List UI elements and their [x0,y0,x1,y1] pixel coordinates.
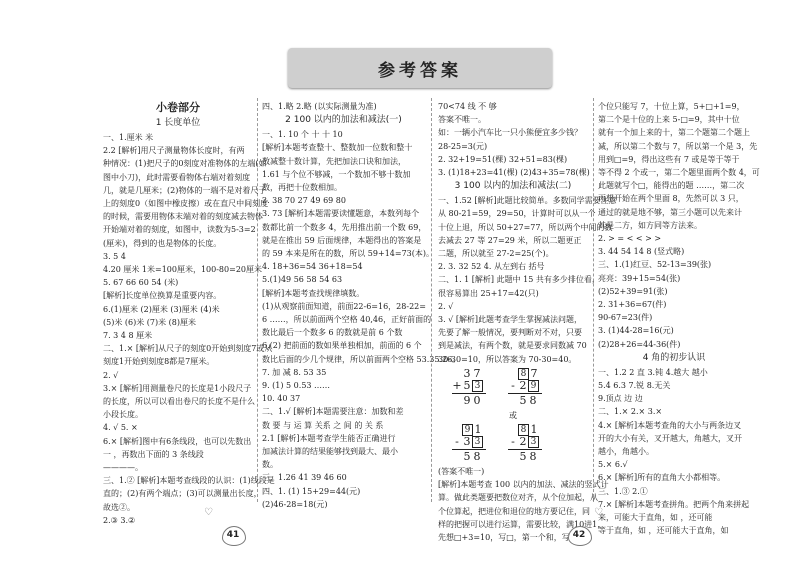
answer-lines [438,100,588,179]
answer-line: 一、1.52 [解析]此题比较简单。多数同学需要注意 [438,196,617,206]
answer-line: (2)46-28=18(元) [262,499,328,509]
answer-line: 一、1.厘米 米 [103,133,154,142]
answer-line: 3. 73 [解析]本题需要读懂题意，本数列每个 [262,209,420,219]
answer-line: 6.× [解析]所有的直角大小都相等。 [598,473,726,483]
or-label: 或 [509,410,517,420]
answer-line: 故选②。 [103,502,135,512]
answer-line: 4.20 厘米 1米=100厘米，100-80=20厘米 [103,265,262,275]
answer-line: 3. √ [解析]此题考查学生掌握减法问题， [438,315,583,325]
answer-lines [598,232,750,351]
answer-line: 2. √ [103,370,119,380]
answer-line: (2)28+26=44-36(件) [598,339,681,349]
answer-line: 7.× [解析]本题考查拼角。把两个角来拼起 [598,499,750,509]
answer-note: (答案不唯一) [438,467,485,477]
answer-line: 3. 44 54 14 8 (竖式略) [598,247,685,257]
answer-line: [解析]本题考查 100 以内的加法、减法的竖式计 [438,480,609,490]
answer-line: 上的刻度0（如图中橡皮擦）或在直尺中间刻度 [103,199,269,209]
answer-line: 2. 31+36=67(件) [598,300,667,310]
answer-line: 十位上退，所以 50+27=77，所以两个中间的数 [438,222,613,232]
answer-line: 就有一个加上来的十，第二个题第二个题上 [598,128,750,138]
answer-line: 7. 加 减 8. 53 35 [262,367,327,377]
answer-line: 4. 18+36=54 36+18=54 [262,262,363,272]
column-1 [103,100,275,527]
answer-line: 刻度1开始到刻度8都是7厘米。 [103,357,215,367]
answer-line: 等不得 2 个或一，第二个题里面两个数 4，可 [598,168,760,178]
answer-line: 的长度，所以可以看出卷尺的长度不是什么 [103,397,255,407]
answer-line: 答案不唯一。 [438,115,486,125]
answer-lines [598,100,760,232]
answer-line: 三、1.26 41 39 46 60 [262,473,347,483]
answer-line: 数比最后一个数多 6 的数就是前 6 个数 [262,328,403,338]
answer-line: 图中小刀)，此时需要看物体右端对着刻度 [103,172,251,182]
answer-line: 个位算起，把进位和退位的地方要记住，同 [438,506,590,516]
heart-decoration-icon: ♡ [594,507,603,518]
answer-line: 先想□+3=10，写□，第一个和，写 [438,533,570,543]
answer-lines [262,128,461,511]
answer-line: 直的；(2)有两个端点；(3)可以测量出长度， [103,489,262,499]
answer-line: 越小，角越小。 [598,447,654,457]
answer-line: 5. 67 66 60 54 (米) [103,278,179,288]
answer-line: 2.2 [解析]用尺子测量物体长度时，有两 [103,146,245,156]
answer-line: 三、1.③ 2.① [598,486,648,496]
column-addition: 3 7 + 5 3 9 0 [452,368,486,407]
answer-line: 数都比前一个数多 4，先用推出前一个数 69， [262,222,427,232]
answer-line: 很容易算出 25+17=42(只) [438,288,539,298]
answer-line: 4.× [解析]本题考查角的大小与两条边叉 [598,420,742,430]
answer-line: 三、1.② [解析]本题考查线段的认识：(1)线段是 [103,476,275,486]
unit-heading: 3 100 以内的加法和减法(二) [454,181,572,192]
answer-line: 加减法计算的结果能够找到最大、最小 [262,447,398,457]
answer-line: 其是二方，如方同等方法来。 [598,220,702,230]
answer-line: (1)从观察前面知道，前面22-6=16，28-22= [262,301,426,311]
answer-line: 6.(1)厘米 (2)厘米 (3)厘米 (4)米 [103,304,220,314]
answer-line: 二、1. 1 [解析] 此题中 15 共有多少排位看， [438,275,600,285]
answer-line: 2. 3. 32 52 4. 从左到右 括号 [438,262,545,272]
vertical-arithmetic [438,366,588,409]
answer-line: 再想开始在两个里面 8，先然可以 3 只， [598,194,744,204]
unit-heading: 4 角的初步认识 [642,352,706,363]
answer-line: 6 ……，所以前面两个空格 40,46，正好前面的 [262,315,432,325]
answer-line: 二题，所以就至 27-2=25(个)。 [438,249,554,259]
column-subtraction: 9 1 - 3 3 5 8 [452,424,486,463]
answer-line: 算。做此类题要把数位对齐，从个位加起，从 [438,493,598,503]
unit-heading: 2 100 以内的加法和减法(一) [285,115,402,126]
answer-line: 3.× [解析]用测量卷尺的长度是1小段尺子 [103,383,252,393]
answer-line: 3. (1)44-28=16(元) [598,326,674,336]
answer-line: 样的把握可以进行运算，需要比较，满10进1， [438,519,606,529]
answer-line: 开的大小有关，叉开越大，角越大，叉开 [598,433,742,443]
answer-key-banner [288,48,552,88]
banner-title: 参考答案 [378,60,462,81]
answer-line: 3. (1)18+23=41(棵) (2)43+35=78(棵) [438,168,590,178]
answer-line: 1.61 与个位不够减，一个数加不够十数加 [262,169,411,179]
answer-line: 四、1.略 2.略 (以实际测量为准) [262,102,377,111]
answer-line: 四、1. (1) 15+29=44(元) [262,486,361,496]
answer-line: (厘米)，得到的也是物体的长度。 [103,238,222,248]
answer-line: 通过的就是地不够，第三小题可以先来计 [598,207,742,217]
answer-line: 2. > = < < > > [598,234,662,244]
page-number-right: 42 [566,524,592,546]
answer-line: 减，所以第二个数与 7，所以第一个是 3，先 [598,141,758,151]
answer-line: 5.4 6.3 7.锐 8.无关 [598,381,671,391]
unit-heading: 1 长度单位 [155,118,201,128]
answer-line: 的 59 本来是所在的数，所以 59+14=73(本)。 [262,249,434,259]
answer-line: 5.× 6.√ [598,460,628,470]
answer-line: 2. √ [438,301,454,311]
answer-lines [438,194,617,366]
answer-line: 的时候，需要用物体末端对着的刻度减去物体 [103,212,263,222]
answer-line: 此题就写个□，能得出的题 ……，第二次 [598,181,745,191]
answer-line: 到是减法，有两个数，就是要求同数减 70 [438,341,587,351]
answer-line: (5)米 (6)米 (7)米 (8)厘米 [103,317,196,327]
answer-lines [598,366,750,538]
column-2 [262,100,461,511]
answer-line: 去减去 27 等 27=29 米，所以二题更正 [438,235,582,245]
answer-line: 一 ，再数出下面的 3 条线段 [103,449,204,459]
answer-line: 7. 3 4 8 厘米 [103,331,153,341]
answer-line: 数。 [262,460,278,470]
answer-line: 9. (1) 5 0.53 …… [262,381,331,391]
answer-line: 三、1.(1)红豆、52-13=39(张) [598,260,712,270]
answer-line: (2)52+39=91(张) [598,286,668,296]
answer-line: 开始端对着的刻度，如图中，读数为5-3=2 [103,225,256,235]
answer-line: 30-30=10，所以答案为 70-30=40。 [438,354,577,364]
answer-line: 6.× [解析]图中有6条线段，也可以先数出 [103,436,252,446]
answer-line: 种情况：(1)把尺子的0刻度对准物体的左端(如 [103,159,267,169]
answer-line: 28-25=3(元) [438,141,488,151]
answer-line: 数减整十数计算，先把加法口诀和加法， [262,156,406,166]
column-subtraction: 8 7 - 2 9 5 8 [508,368,542,407]
column-subtraction: 8 1 - 2 3 5 8 [508,424,542,463]
answer-line: 2. 38 70 27 49 69 80 [262,196,346,206]
answer-line: 等于直角，如 ，还可能大于直角，如 [598,526,729,536]
answer-line: 如：一辆小汽车比一只小熊便宜多少钱？ [438,128,582,138]
answer-line: 就是在推出 59 后面规律，本题得出的答案是 [262,235,422,245]
answer-line: 二、1.× [解析]从尺子的刻度0开始到刻度7或从 [103,344,273,354]
column-4 [598,100,760,538]
answer-line: 几，就是几厘米；(2)物体的一端不是对着尺子 [103,185,267,195]
column-divider [431,98,432,502]
answer-line: [解析]本题考查找规律填数。 [262,288,365,298]
heart-decoration-icon: ♡ [204,507,213,518]
answer-line: 4. √ 5. × [103,423,138,433]
answer-line: 二、1.× 2.× 3.× [598,407,663,417]
answer-line: 一、1.2 2 直 3.钝 4.越大 越小 [598,367,708,377]
answer-line: 从 80-21=59，29=50，计算时可以从一个 [438,209,596,219]
answer-lines [262,100,425,113]
answer-line: 数，再把十位数相加。 [262,183,342,193]
answer-line: 6.(2) 把前面的数如果单独相加，前面的 6 个 [262,341,422,351]
answer-line: 来，可能大于直角，如 ，还可能 [598,513,713,523]
answer-line: 9.顶点 边 边 [598,394,643,404]
section-title: 小卷部分 [156,101,200,114]
answer-line: [解析]长度单位换算是重要内容。 [103,291,222,301]
answer-line: 90-67=23(件) [598,313,653,323]
answer-line: 3. 5 4 [103,251,126,261]
answer-line: 10. 40 37 [262,394,301,404]
answer-line: 数 要 与 运 算 关系 之 间 的 关 系 [262,420,384,430]
column-divider [593,98,594,502]
answer-line: 亮亮：39+15=54(张) [598,273,681,283]
answer-line: 第二个是十位的上来 5-□=9，其中十位 [598,115,740,125]
page-number-left: 41 [220,524,246,546]
answer-line: 先要了解一般情况，要判断对不对，只要 [438,328,582,338]
answer-line: 小段长度。 [103,410,143,420]
answer-line: 数比后面的少几个规律，所以前面两个空格 53.35.26。 [262,354,461,364]
answer-line: 2.③ 3.② [103,515,136,525]
vertical-arithmetic-alt [438,422,588,465]
answer-line: 二、1.√ [解析]本题需要注意：加数和差 [262,407,404,417]
answer-line: [解析]本题考查整十、整数加一位数和整十 [262,143,413,153]
answer-line: 2.1 [解析]本题考查学生能否正确进行 [262,433,396,443]
answer-line: 2. 32+19=51(棵) 32+51=83(棵) [438,154,568,164]
answer-line: 5.(1)49 56 58 54 63 [262,275,343,285]
answer-line: 个位只能写 7，十位上算，5+□+1=9， [598,102,745,111]
answer-line: ————。 [103,463,143,473]
answer-line: 用到□=9，得出这些有 7 或是等于等于 [598,154,740,164]
answer-line: 70<74 线 不 够 [438,102,497,111]
answer-line: 一、1. 10 个 十 十 10 [262,130,343,140]
answer-lines [103,131,275,527]
